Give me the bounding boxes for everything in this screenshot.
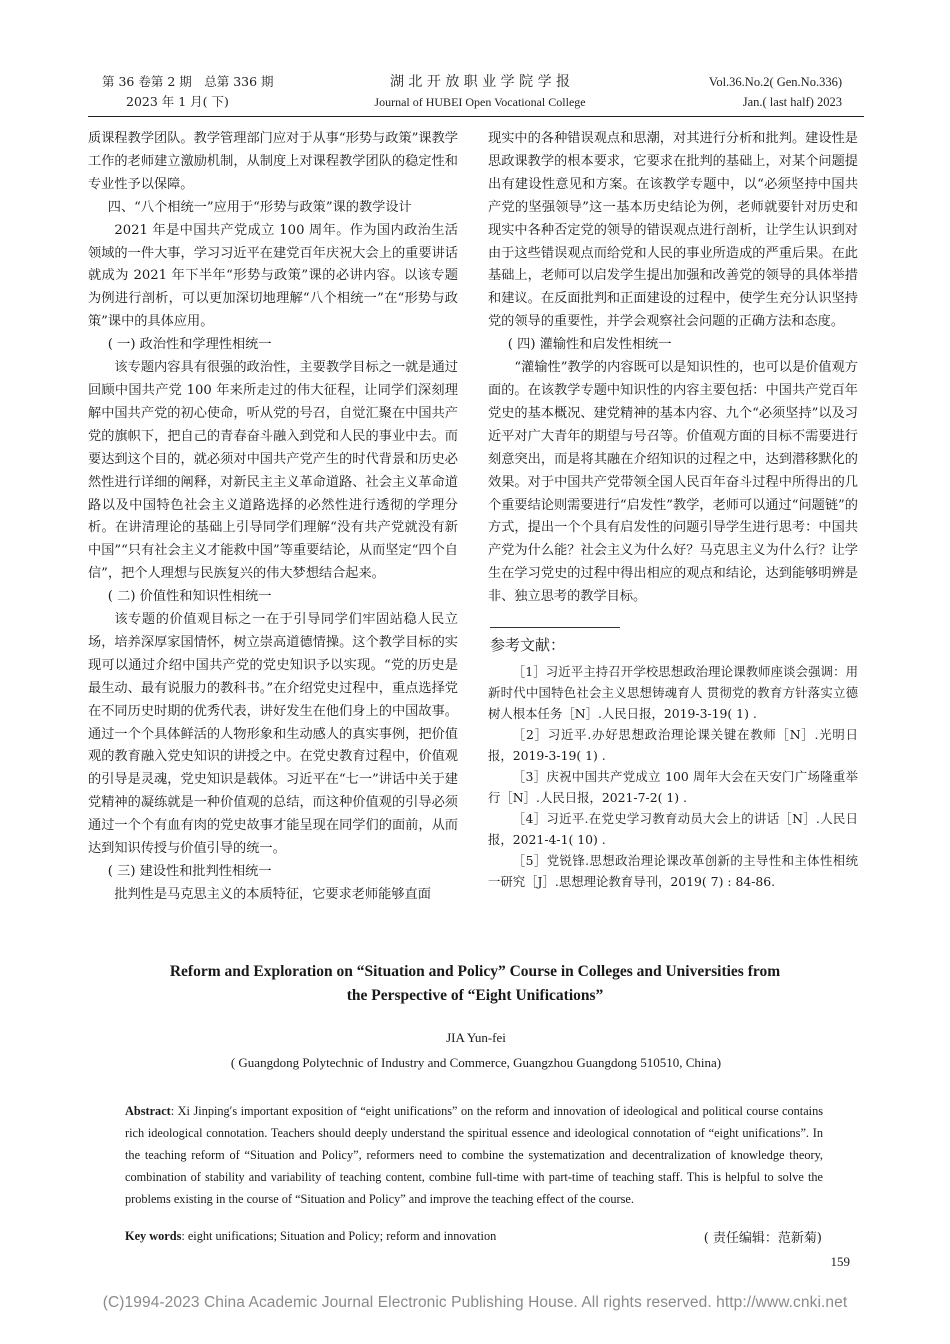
section-heading: ( 三) 建设性和批判性相统一 bbox=[107, 864, 272, 879]
paragraph: 质课程教学团队。教学管理部门应对于从事“形势与政策”课教学工作的老师建立激励机制，从制度上对课程教学团队的稳定性和专业性予以保障。 bbox=[88, 131, 458, 192]
left-column bbox=[88, 128, 458, 907]
paragraph: 2021 年是中国共产党成立 100 周年。作为国内政治生活领域的一件大事，学习习近平在建党百年庆祝大会上的重要讲话就成为 2021 年下半年“形势与政策”课的必讲内容。以该专题为例进行剖析，可以更加深切地理解“八个相统一”在“形势与政策”课中的具体应用。 bbox=[88, 222, 458, 330]
abstract-label: Abstract bbox=[125, 1104, 171, 1118]
date-en: Jan.( last half) 2023 bbox=[742, 95, 842, 109]
issue-date: 2023 年 1 月( 下) bbox=[126, 94, 229, 109]
section-heading: 四、“八个相统一”应用于“形势与政策”课的教学设计 bbox=[107, 199, 412, 215]
english-abstract bbox=[125, 1100, 823, 1210]
keywords-label: Key words bbox=[125, 1229, 182, 1243]
journal-issue-info bbox=[102, 72, 274, 112]
copyright-footer: (C)1994-2023 China Academic Journal Electronic Publishing House. All rights reserved. http://www.cnki.net bbox=[102, 1294, 848, 1311]
paragraph: 该专题内容具有很强的政治性，主要教学目标之一就是通过回顾中国共产党 100 年来所走过的伟大征程，让同学们深刻理解中国共产党的初心使命，听从党的号召，自觉汇聚在中国共产党的旗帜下，把自己的青春奋斗融入到党和人民的事业中去。而要达到这个目的，就必须对中国共产党产生的时代背景和历史必然性进行详细的阐释，对新民主主义革命道路、社会主义革命道路以及中国特色社会主义道路选择的必然性进行透彻的学理分析。在讲清理论的基础上引导同学们理解“没有共产党就没有新中国”“只有社会主义才能救中国”等重要结论，从而坚定“四个自信”，把个人理想与民族复兴的伟大梦想结合起来。 bbox=[88, 360, 458, 582]
journal-title bbox=[330, 72, 630, 112]
english-title bbox=[110, 960, 840, 1008]
reference-item: ［4］习近平.在党史学习教育动员大会上的讲话［N］.人民日报，2021-4-1( 10) . bbox=[488, 810, 858, 847]
responsible-editor: ( 责任编辑：范新菊) bbox=[703, 1231, 822, 1246]
volume-en: Vol.36.No.2( Gen.No.336) bbox=[708, 75, 842, 89]
abstract-text: : Xi Jinping′s important exposition of “eight unifications” on the reform and innovation of ideological and political course contains rich ideological connotation. Teachers should deeply understand the spiritual essence and ideological connotation of “eight unifications”. In the teaching reform of “Situation and Policy”, reformers need to combine the systematization and decentralization of knowledge theory, combination of stability and variability of teaching content, combine full-time with part-time of teaching staff. This is helpful to solve the problems existing in the course of “Situation and Policy” and improve the teaching effect of the course. bbox=[125, 1104, 823, 1206]
paragraph: 批判性是马克思主义的本质特征，它要求老师能够直面 bbox=[114, 886, 431, 902]
page-number: 159 bbox=[830, 1254, 850, 1269]
section-heading: ( 四) 灌输性和启发性相统一 bbox=[507, 337, 672, 353]
reference-item: ［3］庆祝中国共产党成立 100 周年大会在天安门广场隆重举行［N］.人民日报，2021-7-2( 1) . bbox=[488, 768, 858, 805]
right-column bbox=[488, 128, 858, 892]
paragraph: “灌输性”教学的内容既可以是知识性的，也可以是价值观方面的。在该教学专题中知识性的内容主要包括：中国共产党百年党史的基本概况、建党精神的基本内容、九个“必须坚持”以及习近平对广大青年的期望与号召等。价值观方面的目标不需要进行刻意突出，而是将其融在介绍知识的过程之中，达到潜移默化的效果。对于中国共产党带领全国人民百年奋斗过程中所得出的几个重要结论则需要进行“启发性”教学，老师可以通过“问题链”的方式，提出一个个具有启发性的问题引导学生进行思考：中国共产党为什么能？社会主义为什么好？马克思主义为什么行？让学生在学习党史的过程中得出相应的观点和结论，达到能够明辨是非、独立思考的教学目标。 bbox=[488, 360, 858, 605]
header-rule bbox=[88, 116, 864, 117]
journal-volume-en bbox=[709, 72, 842, 112]
reference-item: ［1］习近平主持召开学校思想政治理论课教师座谈会强调：用新时代中国特色社会主义思想铸魂育人 贯彻党的教育方针落实立德树人根本任务［N］.人民日报，2019-3-19( 1) . bbox=[488, 663, 858, 721]
author-name: JIA Yun-fei bbox=[446, 1030, 506, 1045]
author-affiliation: ( Guangdong Polytechnic of Industry and Commerce, Guangzhou Guangdong 510510, China) bbox=[230, 1055, 722, 1070]
keywords-text: : eight unifications; Situation and Policy; reform and innovation bbox=[181, 1229, 497, 1243]
paragraph: 现实中的各种错误观点和思潮，对其进行分析和批判。建设性是思政课教学的根本要求，它要求在批判的基础上，对某个问题提出有建设性意见和方案。在该教学专题中，以“必须坚持中国共产党的坚强领导”这一基本历史结论为例，老师就要针对历史和现实中各种否定党的领导的错误观点进行剖析，让学生认识到对由于这些错误观点而给党和人民的事业所造成的严重后果。在此基础上，老师可以启发学生提出加强和改善党的领导的具体举措和建议。在反面批判和正面建设的过程中，使学生充分认识坚持党的领导的重要性，并学会观察社会问题的正确方法和态度。 bbox=[488, 131, 858, 330]
section-heading: ( 二) 价值性和知识性相统一 bbox=[107, 589, 272, 605]
issue-volume: 第 36 卷第 2 期 总第 336 期 bbox=[102, 74, 274, 89]
references-heading: 参考文献： bbox=[490, 636, 566, 655]
reference-item: ［5］党锐锋.思想政治理论课改革创新的主导性和主体性相统一研究［J］.思想理论教育导刊，2019( 7) : 84-86. bbox=[488, 852, 858, 889]
references-rule bbox=[490, 627, 620, 628]
journal-title-en: Journal of HUBEI Open Vocational College bbox=[374, 95, 586, 109]
journal-title-cn: 湖 北 开 放 职 业 学 院 学 报 bbox=[389, 74, 571, 90]
english-title-line: the Perspective of “Eight Unifications” bbox=[346, 987, 604, 1004]
reference-item: ［2］习近平.办好思想政治理论课关键在教师［N］.光明日报，2019-3-19( 1) . bbox=[488, 726, 858, 763]
paragraph: 该专题的价值观目标之一在于引导同学们牢固站稳人民立场，培养深厚家国情怀，树立崇高道德情操。这个教学目标的实现可以通过介绍中国共产党的党史知识予以实现。“党的历史是最生动、最有说服力的教科书。”在介绍党史过程中，重点选择党在不同历史时期的优秀代表，讲好发生在他们身上的中国故事。通过一个个具体鲜活的人物形象和生动感人的真实事例，把价值观的教育融入党史知识的讲授之中。在党史教育过程中，价值观的引导是灵魂，党史知识是载体。习近平在“七一”讲话中关于建党精神的凝练就是一种价值观的总结，而这种价值观的引导必须通过一个个有血有肉的党史故事才能呈现在同学们的面前，从而达到知识传授与价值引导的统一。 bbox=[88, 612, 458, 857]
section-heading: ( 一) 政治性和学理性相统一 bbox=[107, 337, 272, 353]
english-title-line: Reform and Exploration on “Situation and Policy” Course in Colleges and Universities from bbox=[169, 963, 781, 980]
